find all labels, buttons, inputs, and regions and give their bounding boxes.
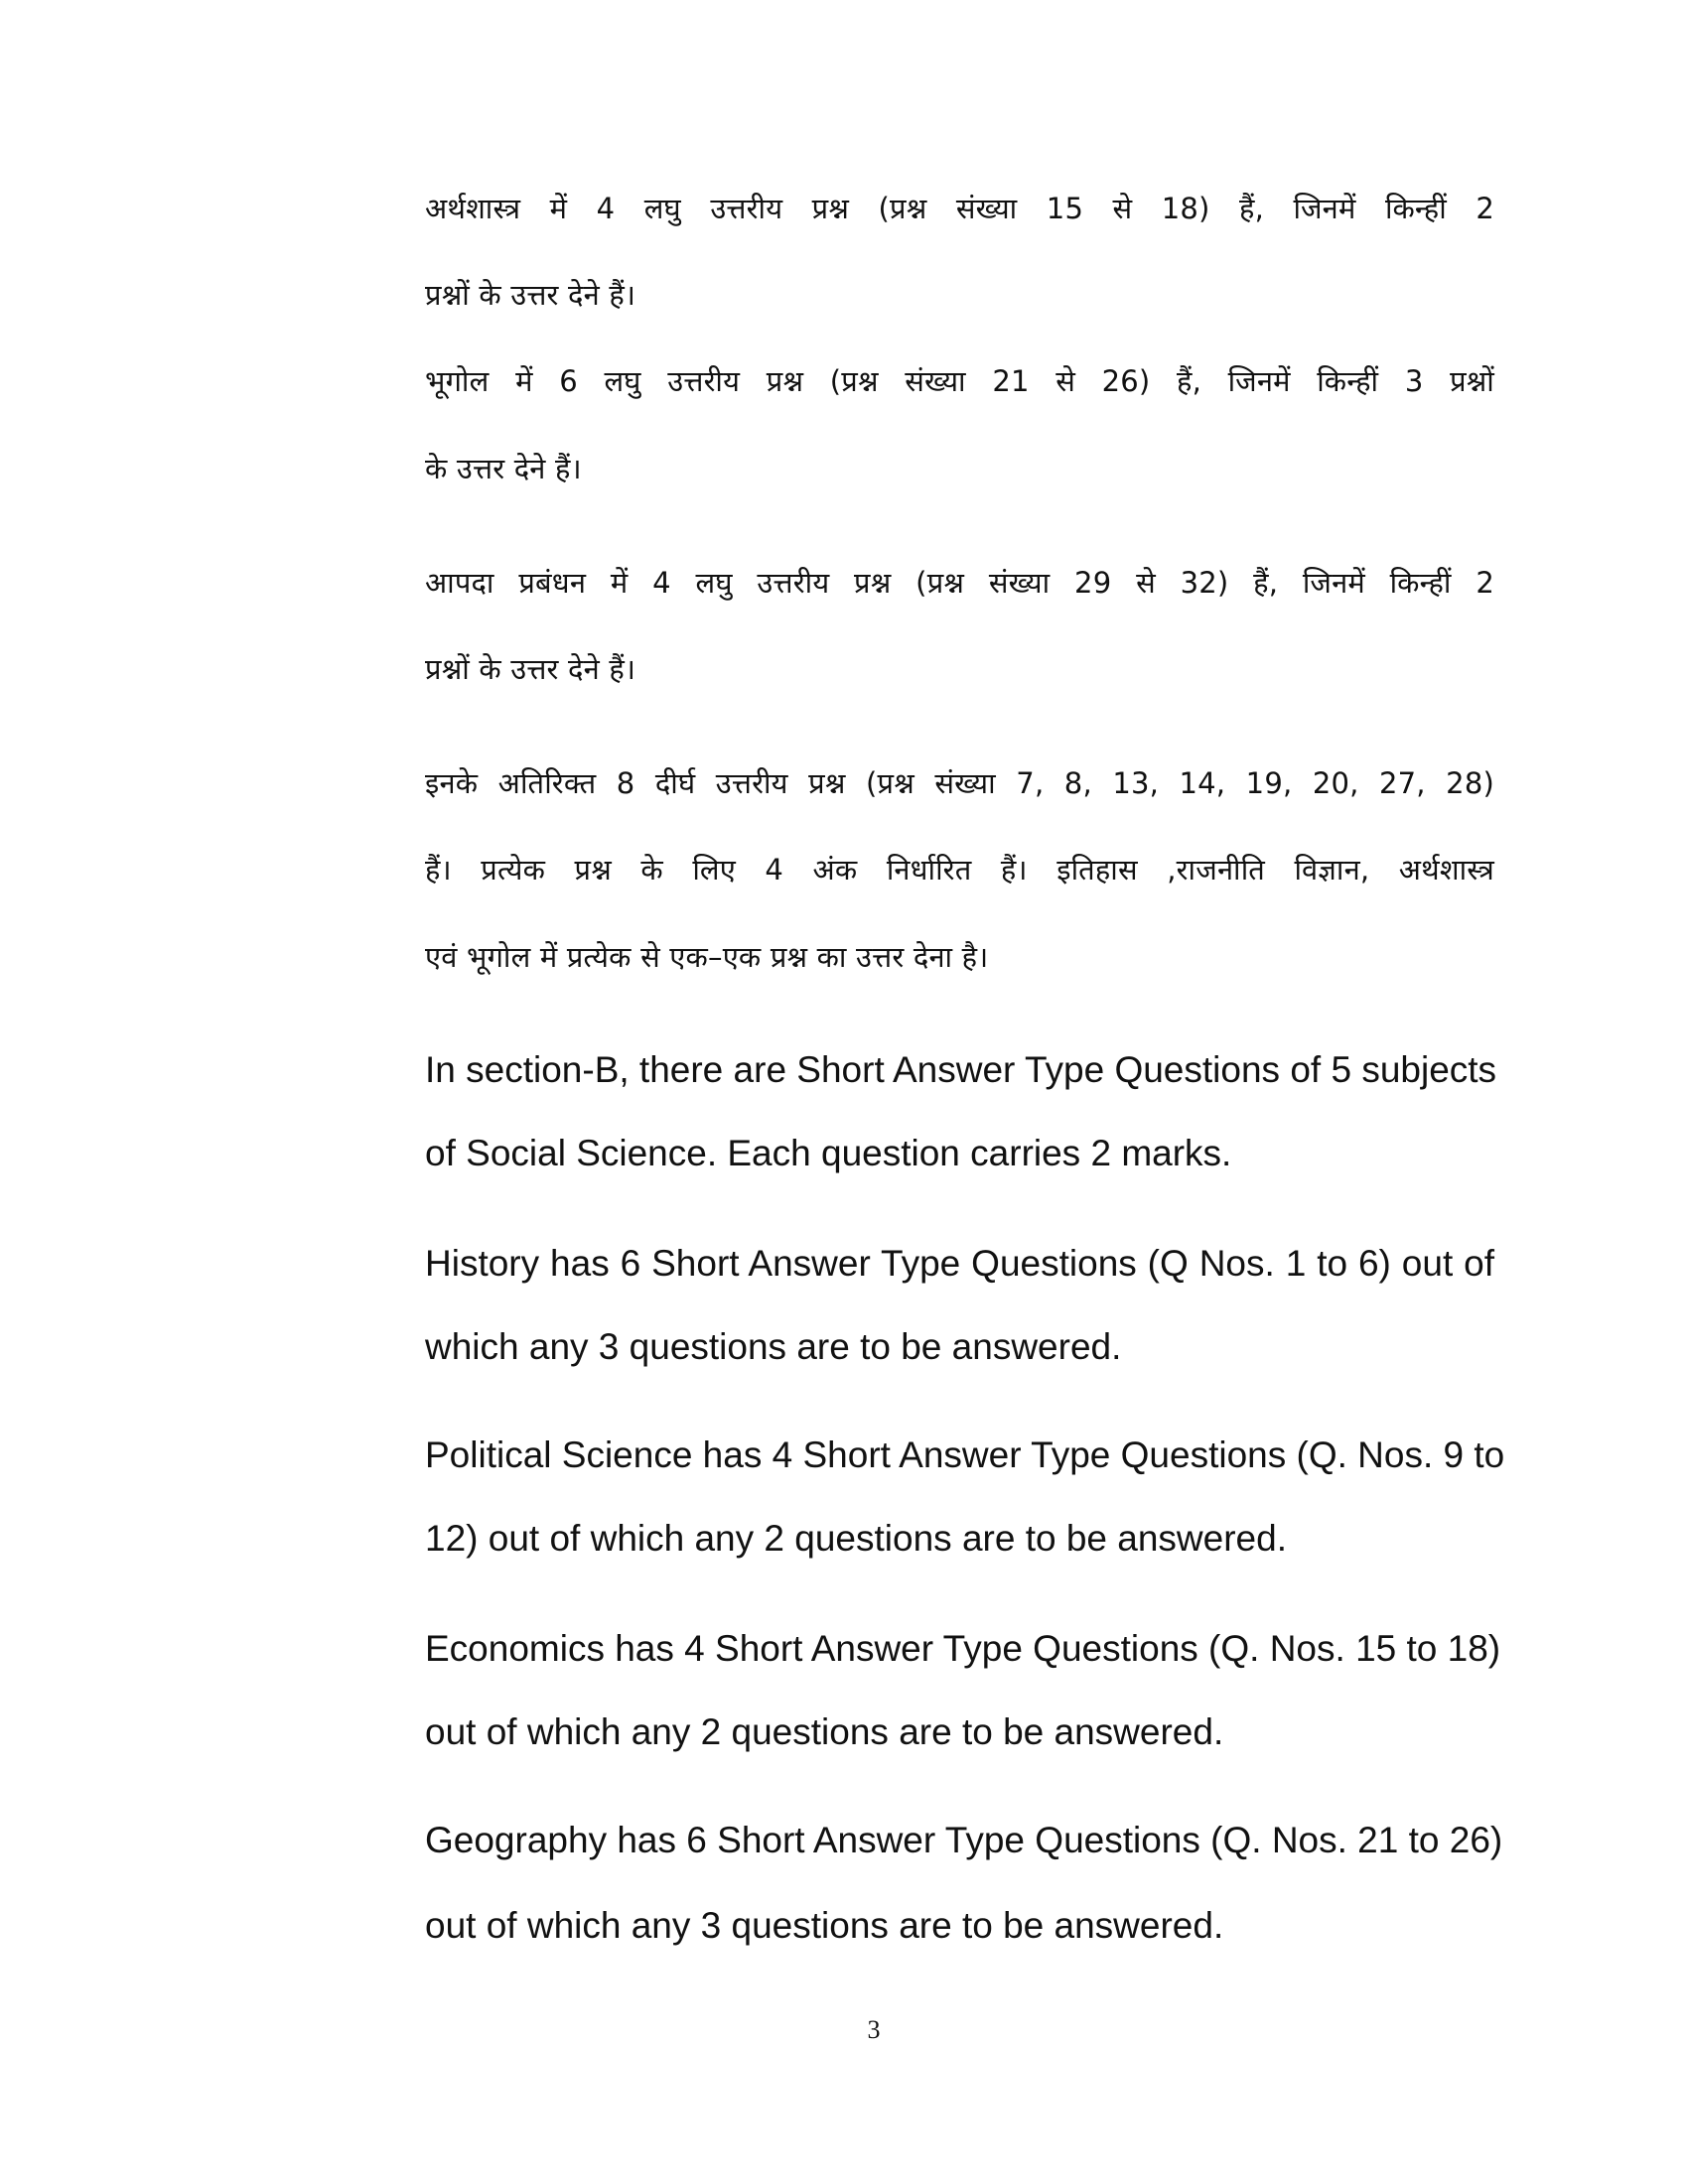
text-line: which any 3 questions are to be answered. — [425, 1326, 1122, 1367]
text-line: out of which any 3 questions are to be answered. — [425, 1905, 1224, 1946]
text-line: के उत्तर देने हैं। — [425, 452, 582, 485]
text-line: एवं भूगोल में प्रत्येक से एक–एक प्रश्न का उत्तर देना है। — [425, 940, 989, 974]
text-line: Economics has 4 Short Answer Type Questions (Q. Nos. 15 to 18) — [425, 1628, 1501, 1669]
text-line: Political Science has 4 Short Answer Type Questions (Q. Nos. 9 to — [425, 1434, 1505, 1475]
text-line: आपदा प्रबंधन में 4 लघु उत्तरीय प्रश्न (प्रश्न संख्या 29 से 32) हैं, जिनमें किन्हीं 2 — [425, 566, 1494, 600]
text-line: out of which any 2 questions are to be answered. — [425, 1711, 1224, 1752]
text-line: प्रश्नों के उत्तर देने हैं। — [425, 278, 636, 312]
text-line: प्रश्नों के उत्तर देने हैं। — [425, 652, 636, 686]
text-line: of Social Science. Each question carries 2 marks. — [425, 1133, 1232, 1173]
text-line: History has 6 Short Answer Type Questions (Q Nos. 1 to 6) out of — [425, 1243, 1494, 1284]
page-number: 3 — [867, 2015, 881, 2044]
text-line: इनके अतिरिक्त 8 दीर्घ उत्तरीय प्रश्न (प्रश्न संख्या 7, 8, 13, 14, 19, 20, 27, 28) — [425, 766, 1494, 800]
text-line: हैं। प्रत्येक प्रश्न के लिए 4 अंक निर्धारित हैं। इतिहास ,राजनीति विज्ञान, अर्थशास्त्र — [425, 853, 1494, 887]
text-line: अर्थशास्त्र में 4 लघु उत्तरीय प्रश्न (प्रश्न संख्या 15 से 18) हैं, जिनमें किन्हीं 2 — [425, 192, 1494, 225]
text-line: Geography has 6 Short Answer Type Questions (Q. Nos. 21 to 26) — [425, 1820, 1503, 1860]
text-line: 12) out of which any 2 questions are to be answered. — [425, 1518, 1287, 1559]
text-line: भूगोल में 6 लघु उत्तरीय प्रश्न (प्रश्न संख्या 21 से 26) हैं, जिनमें किन्हीं 3 प्रश्नों — [425, 364, 1494, 398]
text-line: In section-B, there are Short Answer Type Questions of 5 subjects — [425, 1049, 1497, 1090]
